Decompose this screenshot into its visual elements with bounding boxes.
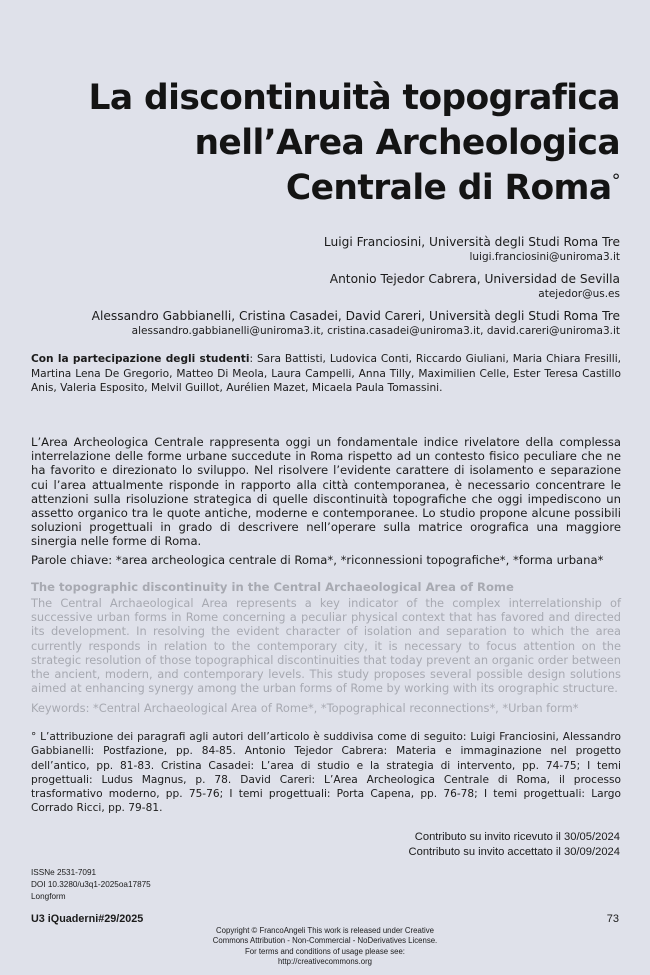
accepted-date: Contributo su invito accettato il 30/09/2024	[408, 845, 620, 858]
author-email: luigi.franciosini@uniroma3.it	[469, 251, 620, 263]
article-type: Longform	[31, 892, 66, 901]
title-line-1: La discontinuità topografica	[88, 78, 620, 118]
abstract-italian: L’Area Archeologica Centrale rappresenta oggi un fondamentale indice rivelatore della complessa interrelazione delle forme urbane succedute in Roma rispetto ad un contesto fisico peculiare che ne ha favorito e direzionato lo sviluppo. Nel risolvere l’evidente carattere di isolamento e separazione cui l’area attualmente risponde in rapporto alla città contemporanea, è necessario concentrare le attenzioni sulla risoluzione strategica di quelle discontinuità topografiche che oggi impediscono un assetto organico tra le quote antiche, moderne e contemporanee. Lo studio propone alcune possibili soluzioni progettuali in grado di descrivere nell’operare sulla matrice orografica una maggiore sinergia nelle forme di Roma.	[31, 435, 621, 549]
authorship-footnote: ° L’attribuzione dei paragrafi agli autori dell’articolo è suddivisa come di seguito: Luigi Franciosini, Alessandro Gabbianelli: Postfazione, pp. 84-85. Antonio Tejedor Cabrera: Materia e immaginazione nel progetto dell’antico, pp. 81-83. Cristina Casadei: L’area di studio e la strategia di intervento, pp. 74-75; I temi progettuali: Ludus Magnus, p. 78. David Careri: L’Area Archeologica Centrale di Roma, il processo trasformativo moderno, pp. 75-76; I temi progettuali: Porta Capena, pp. 76-78; I temi progettuali: Largo Corrado Ricci, pp. 79-81.	[31, 731, 621, 815]
abstract-english: The Central Archaeological Area represents a key indicator of the complex interrelationship of successive urban forms in Rome concerning a peculiar physical context that has favored and directed its development. In resolving the evident character of isolation and separation to which the area currently responds in relation to the contemporary city, it is necessary to focus attention on the strategic resolution of those topographical discontinuities that today prevent an organic order between the ancient, modern, and contemporary levels. This study proposes several possible design solutions aimed at enhancing synergy among the urban forms of Rome by working with its orographic structure.	[31, 596, 621, 696]
keywords-english: Keywords: *Central Archaeological Area of Rome*, *Topographical reconnections*, *Urban form*	[31, 701, 579, 715]
abstract-english-title: The topographic discontinuity in the Central Archaeological Area of Rome	[31, 580, 514, 594]
author-block-1	[20, 234, 620, 264]
license-line-2: Commons Attribution - Non-Commercial - NoDerivatives License.	[212, 936, 438, 946]
issn: ISSNe 2531-7091	[31, 868, 97, 877]
keywords-italian: Parole chiave: *area archeologica centrale di Roma*, *riconnessioni topografiche*, *forma urbana*	[31, 553, 604, 567]
author-block-2	[20, 271, 620, 301]
license-url: http://creativecommons.org	[277, 956, 373, 966]
page-number: 73	[606, 913, 619, 925]
author-name: Antonio Tejedor Cabrera, Universidad de Sevilla	[329, 272, 620, 286]
participants-lead: Con la partecipazione degli studenti	[31, 353, 250, 365]
received-date: Contributo su invito ricevuto il 30/05/2024	[414, 831, 620, 843]
title-footnote-mark: °	[611, 170, 620, 192]
license-notice	[175, 926, 475, 967]
author-email: atejedor@us.es	[538, 288, 620, 300]
title-line-3-text: Centrale di Roma	[285, 168, 612, 208]
license-line-3: For terms and conditions of usage please see:	[245, 946, 405, 956]
participants-names: : Sara Battisti, Ludovica Conti, Riccardo Giuliani, Maria Chiara Fresilli, Martina Lena De Gregorio, Matteo Di Meola, Laura Campelli, Anna Tilly, Maximilien Celle, Ester Teresa Castillo Anis, Valeria Esposito, Melvil Guillot, Aurélien Mazet, Micaela Paula Tomassini.	[31, 353, 621, 394]
doi: DOI 10.3280/u3q1-2025oa17875	[31, 880, 151, 889]
author-name: Luigi Franciosini, Università degli Studi Roma Tre	[323, 235, 620, 249]
author-block-3	[20, 308, 620, 338]
author-email: alessandro.gabbianelli@uniroma3.it, cristina.casadei@uniroma3.it, david.careri@uniroma3.it	[131, 325, 620, 337]
title-line-3	[20, 166, 620, 211]
article-title	[20, 76, 620, 211]
title-line-2: nell’Area Archeologica	[194, 123, 620, 163]
author-name: Alessandro Gabbianelli, Cristina Casadei, David Careri, Università degli Studi Roma Tre	[91, 309, 620, 323]
submission-dates	[220, 830, 620, 859]
author-list	[20, 234, 620, 345]
student-participants	[31, 352, 621, 396]
license-line-1: Copyright © FrancoAngeli This work is released under Creative	[216, 926, 434, 935]
journal-issue: U3 iQuaderni#29/2025	[31, 913, 144, 925]
publication-meta	[31, 867, 281, 903]
